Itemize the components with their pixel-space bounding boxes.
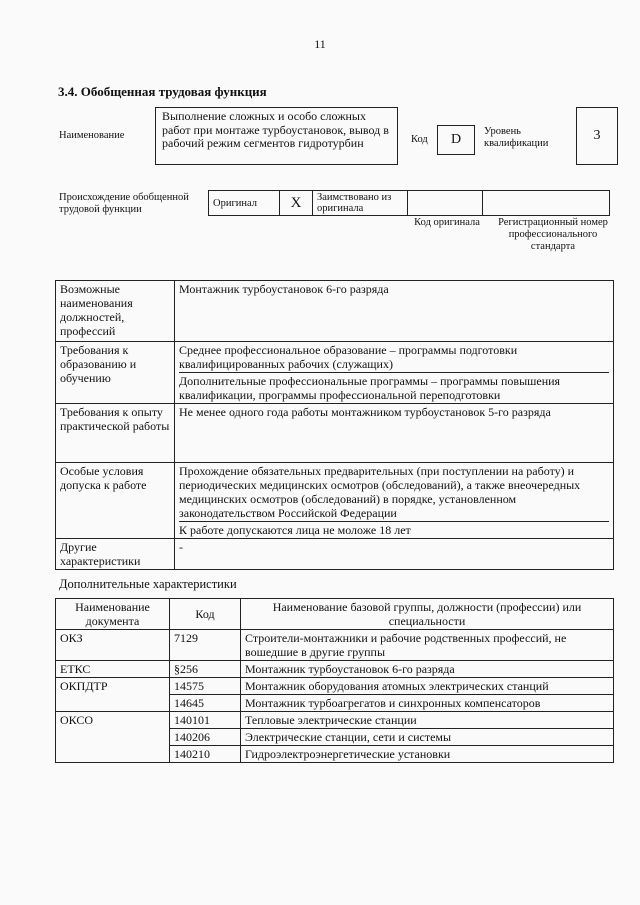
code-value: D	[437, 125, 475, 155]
row-label: Требования к образованию и обучению	[56, 342, 175, 404]
code-label: Код	[411, 134, 428, 145]
origin-table	[208, 190, 610, 216]
doc-cell: ОКЗ	[56, 630, 170, 661]
additional-table	[55, 598, 614, 763]
name-cell: Монтажник турбоустановок 6-го разряда	[241, 661, 614, 678]
row-value: Среднее профессиональное образование – программы подготовки квалифицированных рабочих (служащих)	[179, 342, 609, 373]
row-value: Не менее одного года работы монтажником турбоустановок 5-го разряда	[175, 404, 614, 463]
name-value: Выполнение сложных и особо сложных работ при монтаже турбоустановок, вывод в рабочий режим сегментов гидротурбин	[155, 107, 398, 165]
header-code: Код	[170, 599, 241, 630]
page-number: 11	[314, 37, 326, 51]
row-label: Возможные наименования должностей, профессий	[56, 281, 175, 342]
name-cell: Тепловые электрические станции	[241, 712, 614, 729]
additional-title: Дополнительные характеристики	[59, 577, 237, 591]
code-cell: §256	[170, 661, 241, 678]
original-mark: X	[280, 191, 313, 216]
table-row	[56, 463, 614, 539]
table-row	[56, 539, 614, 570]
row-value: Прохождение обязательных предварительных (при поступлении на работу) и периодических медицинских осмотров (обследований), а также внеочередных медицинских осмотров (обследований) в порядке, установленном законодательством Российской Федерации	[179, 463, 609, 522]
name-cell: Электрические станции, сети и системы	[241, 729, 614, 746]
code-cell: 140210	[170, 746, 241, 763]
name-label: Наименование	[59, 130, 125, 141]
original-label: Оригинал	[209, 191, 280, 216]
borrowed-label: Заимствовано из оригинала	[313, 191, 408, 216]
doc-cell: ЕТКС	[56, 661, 170, 678]
doc-cell: ОКПДТР	[56, 678, 170, 712]
reg-number-cell	[483, 191, 610, 216]
origin-label: Происхождение обобщенной трудовой функции	[59, 192, 189, 215]
code-original-cell	[408, 191, 483, 216]
table-row	[56, 678, 614, 695]
row-label: Требования к опыту практической работы	[56, 404, 175, 463]
row-value: -	[175, 539, 614, 570]
header-name: Наименование базовой группы, должности (профессии) или специальности	[241, 599, 614, 630]
row-value: К работе допускаются лица не моложе 18 лет	[179, 523, 411, 537]
reg-number-label: Регистрационный номер профессионального стандарта	[498, 217, 608, 252]
code-cell: 140101	[170, 712, 241, 729]
name-cell: Гидроэлектроэнергетические установки	[241, 746, 614, 763]
header-doc: Наименование документа	[56, 599, 170, 630]
table-row	[56, 712, 614, 729]
table-row	[56, 342, 614, 404]
row-label: Другие характеристики	[56, 539, 175, 570]
main-characteristics-table	[55, 280, 614, 570]
code-original-label: Код оригинала	[414, 217, 480, 228]
code-cell: 7129	[170, 630, 241, 661]
table-row	[56, 661, 614, 678]
name-cell: Монтажник оборудования атомных электрических станций	[241, 678, 614, 695]
code-cell: 14575	[170, 678, 241, 695]
section-title: 3.4. Обобщенная трудовая функция	[58, 84, 267, 99]
level-value: 3	[576, 107, 618, 165]
level-label: Уровень квалификации	[484, 126, 549, 149]
table-row	[56, 630, 614, 661]
row-value: Монтажник турбоустановок 6-го разряда	[175, 281, 614, 342]
table-row	[56, 281, 614, 342]
code-cell: 140206	[170, 729, 241, 746]
table-header-row	[56, 599, 614, 630]
table-row	[56, 404, 614, 463]
doc-cell: ОКСО	[56, 712, 170, 763]
name-cell: Строители-монтажники и рабочие родственных профессий, не вошедшие в другие группы	[241, 630, 614, 661]
row-label: Особые условия допуска к работе	[56, 463, 175, 539]
row-value: Дополнительные профессиональные программы – программы повышения квалификации, программы профессиональной переподготовки	[179, 374, 561, 402]
code-cell: 14645	[170, 695, 241, 712]
name-cell: Монтажник турбоагрегатов и синхронных компенсаторов	[241, 695, 614, 712]
